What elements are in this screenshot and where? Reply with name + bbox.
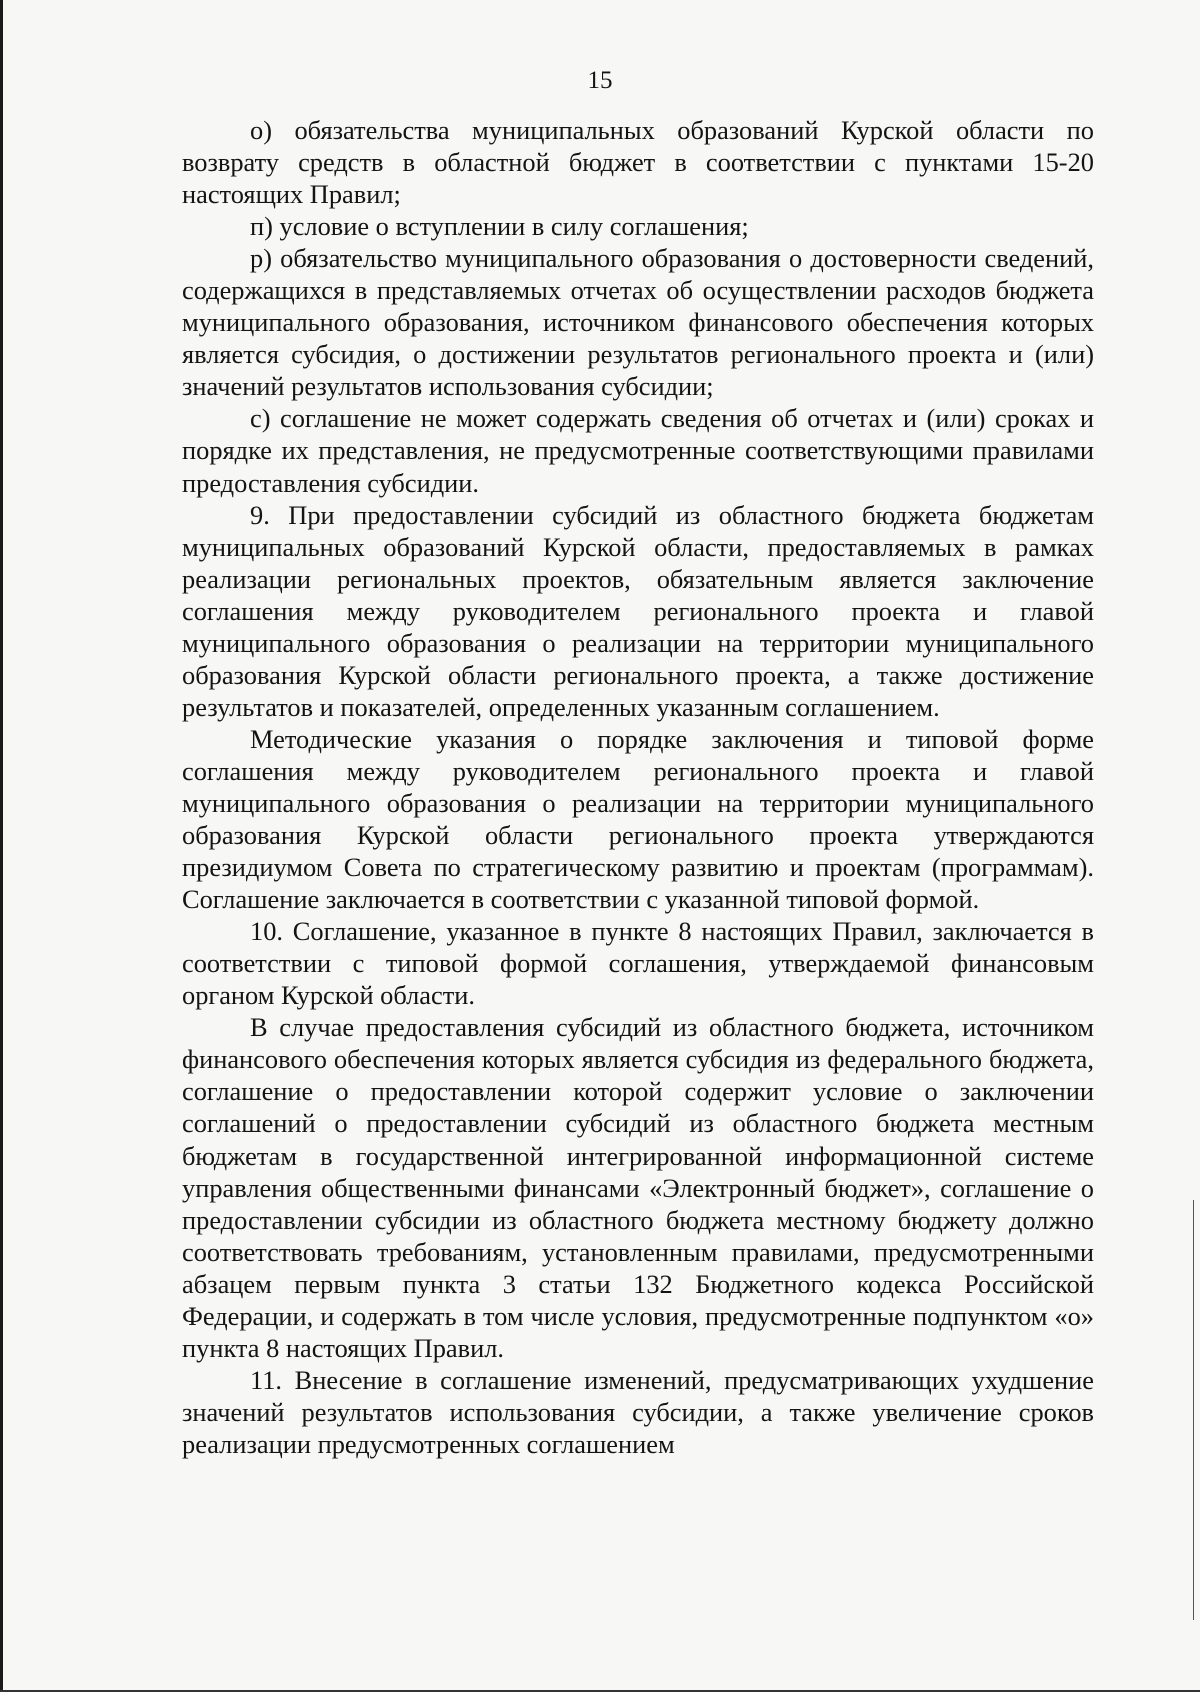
section-9: 9. При предоставлении субсидий из областного бюджета бюджетам муниципальных образований Курской области, предоставляемых в рамках реализации региональных проектов, обязательным является заключение соглашения между руководителем регионального проекта и главой муниципального образования о реализации на территории муниципального образования Курской области регионального проекта, а также достижение результатов и показателей, определенных указанным соглашением. — [182, 499, 1094, 722]
clause-r: р) обязательство муниципального образования о достоверности сведений, содержащихся в представляемых отчетах об осуществлении расходов бюджета муниципального образования, источником финансового обеспечения которых является субсидия, о достижении результатов регионального проекта и (или) значений результатов использования субсидии; — [182, 243, 1094, 402]
section-9-guidelines: Методические указания о порядке заключения и типовой форме соглашения между руководителем регионального проекта и главой муниципального образования о реализации на территории муниципального образования Курской области регионального проекта утверждаются президиумом Совета по стратегическому развитию и проектам (программам). Соглашение заключается в соответствии с указанной типовой формой. — [182, 723, 1094, 915]
scan-edge-right — [1193, 1200, 1194, 1620]
section-11: 11. Внесение в соглашение изменений, предусматривающих ухудшение значений результатов использования субсидии, а также увеличение сроков реализации предусмотренных соглашением — [182, 1364, 1094, 1459]
clause-o: о) обязательства муниципальных образований Курской области по возврату средств в областной бюджет в соответствии с пунктами 15-20 настоящих Правил; — [182, 115, 1094, 210]
scan-edge-bottom — [0, 1690, 1200, 1702]
clause-p: п) условие о вступлении в силу соглашения; — [250, 211, 749, 242]
section-10: 10. Соглашение, указанное в пункте 8 настоящих Правил, заключается в соответствии с типовой формой соглашения, утверждаемой финансовым органом Курской области. — [182, 916, 1094, 1011]
page-number: 15 — [587, 67, 613, 94]
section-10-federal-case: В случае предоставления субсидий из областного бюджета, источником финансового обеспечения которых является субсидия из федерального бюджета, соглашение о предоставлении которой содержит условие о заключении соглашений о предоставлении субсидий из областного бюджета местным бюджетам в государственной интегрированной информационной системе управления общественными финансами «Электронный бюджет», соглашение о предоставлении субсидии из областного бюджета местному бюджету должно соответствовать требованиям, установленным правилами, предусмотренными абзацем первым пункта 3 статьи 132 Бюджетного кодекса Российской Федерации, и содержать в том числе условия, предусмотренные подпунктом «о» пункта 8 настоящих Правил. — [182, 1012, 1094, 1363]
clause-s: с) соглашение не может содержать сведения об отчетах и (или) сроках и порядке их представления, не предусмотренные соответствующими правилами предоставления субсидии. — [182, 403, 1094, 498]
document-body — [182, 114, 1094, 1460]
scan-edge-left — [0, 0, 3, 1702]
